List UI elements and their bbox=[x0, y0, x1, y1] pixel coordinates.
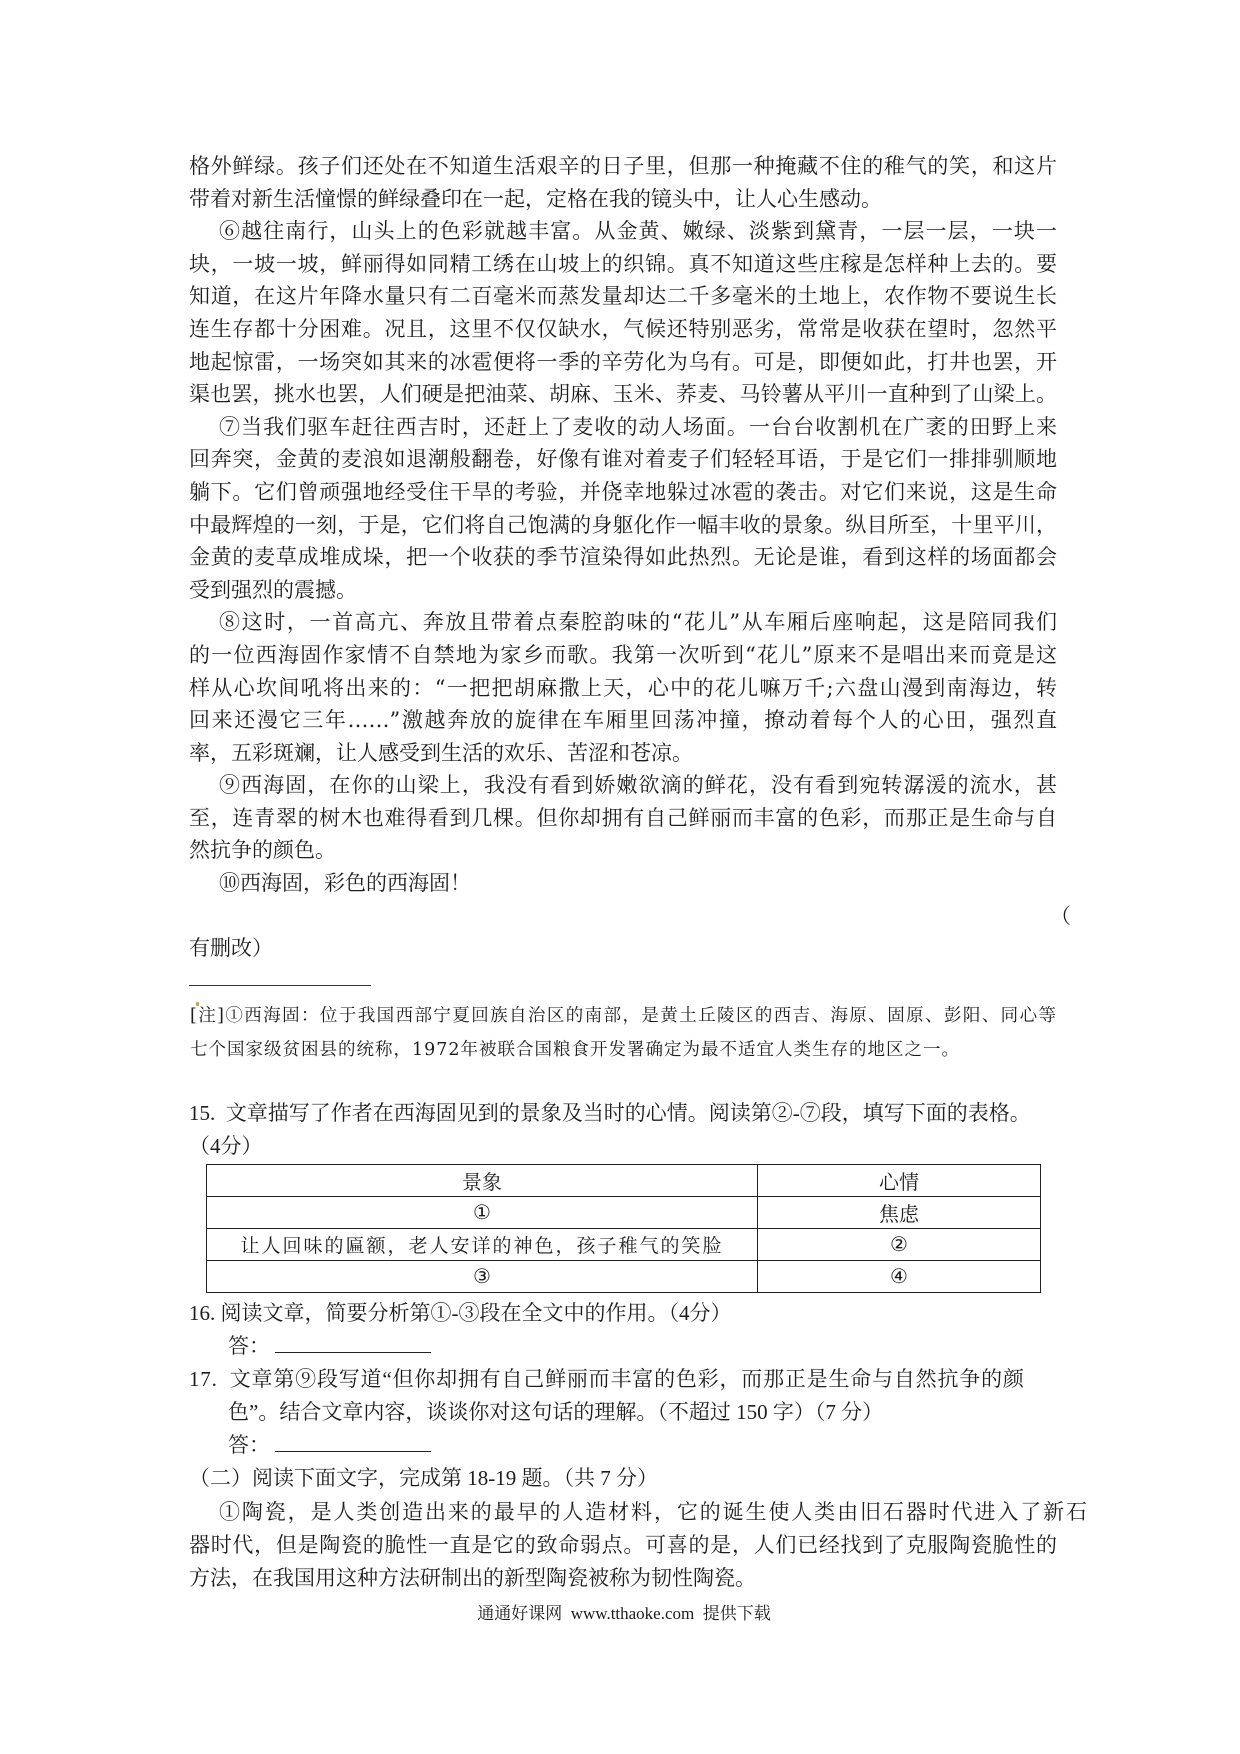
questions-lower bbox=[189, 1297, 1087, 1595]
source-note: 有删改） bbox=[189, 936, 273, 961]
source-note-open: （ bbox=[1050, 903, 1071, 928]
question-17-prompt-line: 色”。结合文章内容，谈谈你对这句话的理解。（不超过 150 字）（7 分） bbox=[228, 1400, 884, 1425]
footnote-line: 七个国家级贫困县的统称，1972年被联合国粮食开发署确定为最不适宜人类生存的地区之一。 bbox=[190, 1040, 961, 1060]
footnote-line: [注]①西海固：位于我国西部宁夏回族自治区的南部，是黄土丘陵区的西吉、海原、固原、彭阳、同心等 bbox=[190, 1006, 1056, 1026]
text-line: 知道，在这片年降水量只有二百毫米而蒸发量却达二千多毫米的土地上，农作物不要说生长 bbox=[189, 284, 1057, 309]
footnote-divider bbox=[189, 985, 371, 986]
answer-blank bbox=[275, 1334, 431, 1353]
part-two-paragraph-1 bbox=[189, 1496, 1087, 1595]
footnote bbox=[190, 999, 1056, 1067]
paragraph-7 bbox=[189, 411, 1057, 607]
table-cell: 让人回味的匾额，老人安详的神色，孩子稚气的笑脸 bbox=[207, 1229, 758, 1261]
answer-blank bbox=[275, 1433, 431, 1452]
text-line: 至，连青翠的树木也难得看到几棵。但你却拥有自己鲜丽而丰富的色彩，而那正是生命与自 bbox=[189, 805, 1057, 830]
table-cell: ① bbox=[207, 1197, 758, 1229]
question-17-answer bbox=[189, 1429, 1064, 1462]
table-header-row bbox=[207, 1165, 1041, 1197]
table-row bbox=[207, 1261, 1041, 1293]
text-line: 方法，在我国用这种方法研制出的新型陶瓷被称为韧性陶瓷。 bbox=[189, 1565, 756, 1590]
text-line: 样从心坎间吼将出来的：“一把把胡麻撒上天，心中的花儿嘛万千;六盘山漫到南海边，转 bbox=[189, 675, 1057, 700]
question-15 bbox=[189, 1097, 1064, 1162]
text-line: ⑥越往南行，山头上的色彩就越丰富。从金黄、嫩绿、淡紫到黛青，一层一层，一块一 bbox=[219, 219, 1057, 244]
text-line: ①陶瓷，是人类创造出来的最早的人造材料，它的诞生使人类由旧石器时代进入了新石 bbox=[219, 1499, 1087, 1524]
text-line: 受到强烈的震撼。 bbox=[189, 577, 357, 602]
table-cell: ② bbox=[758, 1229, 1041, 1261]
paragraph-8 bbox=[189, 606, 1057, 769]
text-line: ⑧这时，一首高亢、奔放且带着点秦腔韵味的“花儿”从车厢后座响起，这是陪同我们 bbox=[219, 610, 1057, 635]
text-line: 器时代，但是陶瓷的脆性一直是它的致命弱点。可喜的是，人们已经找到了克服陶瓷脆性的 bbox=[189, 1532, 1057, 1557]
reading-passage bbox=[189, 150, 1071, 965]
answer-label: 答： bbox=[228, 1433, 270, 1458]
paragraph-9 bbox=[189, 769, 1057, 867]
text-line: 带着对新生活憧憬的鲜绿叠印在一起，定格在我的镜头中，让人心生感动。 bbox=[189, 186, 882, 211]
text-line: 躺下。它们曾顽强地经受住干旱的考验，并侥幸地躲过冰雹的袭击。对它们来说，这是生命 bbox=[189, 479, 1057, 504]
answer-label: 答： bbox=[228, 1334, 270, 1359]
text-line: 金黄的麦草成堆成垛，把一个收获的季节渲染得如此热烈。无论是谁，看到这样的场面都会 bbox=[189, 545, 1057, 570]
text-line: 中最辉煌的一刻，于是，它们将自己饱满的身躯化作一幅丰收的景象。纵目所至，十里平川， bbox=[189, 512, 1057, 537]
table-cell: 焦虑 bbox=[758, 1197, 1041, 1229]
text-line: ⑨西海固，在你的山梁上，我没有看到娇嫩欲滴的鲜花，没有看到宛转潺湲的流水，甚 bbox=[219, 773, 1057, 798]
text-line: 连生存都十分困难。况且，这里不仅仅缺水，气候还特别恶劣，常常是收获在望时，忽然平 bbox=[189, 316, 1057, 341]
text-line: ⑩西海固，彩色的西海固！ bbox=[219, 871, 471, 896]
text-line: ⑦当我们驱车赶往西吉时，还赶上了麦收的动人场面。一台台收割机在广袤的田野上来 bbox=[219, 414, 1057, 439]
text-line: 地起惊雷，一场突如其来的冰雹便将一季的辛劳化为乌有。可是，即便如此，打井也罢，开 bbox=[189, 349, 1057, 374]
text-line: 格外鲜绿。孩子们还处在不知道生活艰辛的日子里，但那一种掩藏不住的稚气的笑，和这片 bbox=[189, 154, 1057, 178]
table-cell: ③ bbox=[207, 1261, 758, 1293]
text-line: 率，五彩斑斓，让人感受到生活的欢乐、苦涩和苍凉。 bbox=[189, 740, 693, 765]
table-cell: ④ bbox=[758, 1261, 1041, 1293]
text-line: 块，一坡一坡，鲜丽得如同精工绣在山坡上的织锦。真不知道这些庄稼是怎样种上去的。要 bbox=[189, 251, 1057, 276]
table-header-cell: 心情 bbox=[758, 1165, 1041, 1197]
question-17-prompt-line: 17. 文章第⑨段写道“但你却拥有自己鲜丽而丰富的色彩，而那正是生命与自然抗争的颜 bbox=[189, 1367, 1025, 1392]
question-16-prompt: 16. 阅读文章，简要分析第①-③段在全文中的作用。（4分） bbox=[189, 1301, 732, 1325]
page-footer: 通通好课网 www.tthaoke.com 提供下载 bbox=[477, 1604, 771, 1623]
question-16-answer bbox=[189, 1330, 1064, 1363]
text-line: 回来还漫它三年……”激越奔放的旋律在车厢里回荡冲撞，撩动着每个人的心田，强烈直 bbox=[189, 708, 1057, 733]
question-15-score: （4分） bbox=[189, 1133, 263, 1158]
question-15-prompt: 15. 文章描写了作者在西海固见到的景象及当时的心情。阅读第②-⑦段，填写下面的表格。 bbox=[189, 1101, 1031, 1125]
paragraph-10 bbox=[189, 867, 1057, 900]
paragraph-6 bbox=[189, 215, 1057, 411]
table-row bbox=[207, 1229, 1041, 1261]
table-row bbox=[207, 1197, 1041, 1229]
table-header-cell: 景象 bbox=[207, 1165, 758, 1197]
part-two-heading: （二）阅读下面文字，完成第 18-19 题。（共 7 分） bbox=[189, 1466, 658, 1491]
text-line: 渠也罢，挑水也罢，人们硬是把油菜、胡麻、玉米、荞麦、马铃薯从平川一直种到了山梁上。 bbox=[189, 382, 1057, 407]
paragraph-continued bbox=[189, 150, 1057, 215]
text-line: 然抗争的颜色。 bbox=[189, 838, 336, 863]
text-line: 的一位西海固作家情不自禁地为家乡而歌。我第一次听到“花儿”原来不是唱出来而竟是这 bbox=[189, 642, 1057, 667]
question-15-table bbox=[206, 1164, 1041, 1293]
text-line: 回奔突，金黄的麦浪如退潮般翻卷，好像有谁对着麦子们轻轻耳语，于是它们一排排驯顺地 bbox=[189, 447, 1057, 472]
